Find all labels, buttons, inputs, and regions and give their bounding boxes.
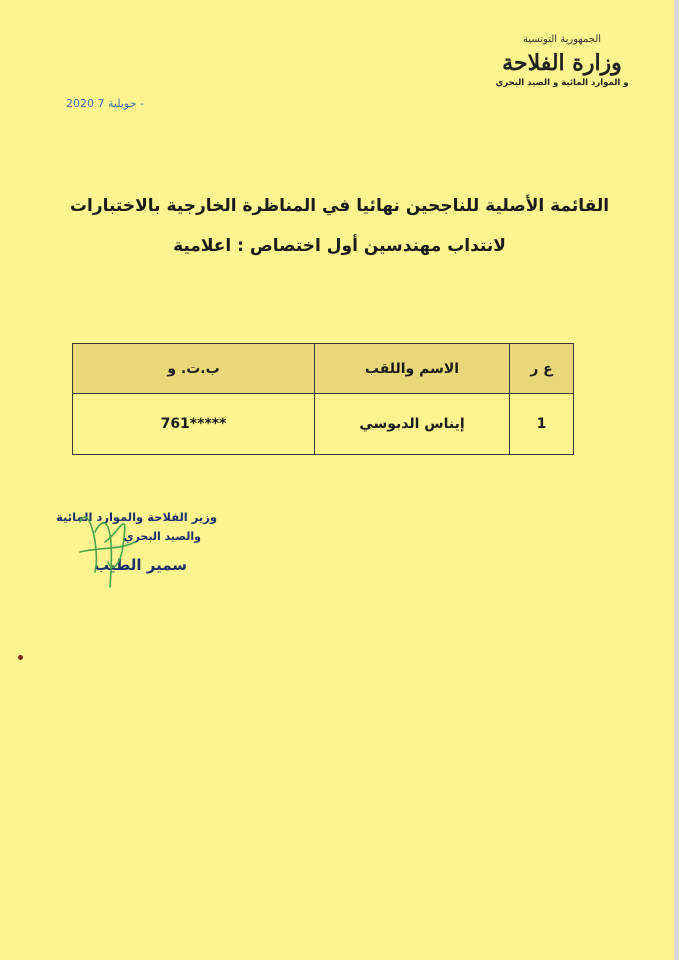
header-id: ب.ت. و (73, 344, 315, 394)
document-title-line-2: لانتداب مهندسين أول اختصاص : اعلامية (173, 236, 506, 256)
ministry-name: وزارة الفلاحة (502, 50, 622, 76)
id-value: 761***** (160, 416, 227, 432)
page-edge (674, 0, 679, 960)
table-row (73, 394, 574, 455)
signatory-title: وزير الفلاحة والموارد المائية (56, 510, 217, 524)
header-name: الاسم واللقب (315, 344, 510, 394)
signatory-name: سمير الطيب (94, 556, 187, 574)
cell-name: إيناس الدبوسي (315, 394, 510, 455)
ink-spot (18, 655, 23, 660)
ministry-header (487, 34, 637, 88)
handwritten-signature (60, 492, 170, 602)
table-header-row (73, 344, 574, 394)
cell-id (73, 394, 315, 455)
republic-name: الجمهورية التونسية (522, 34, 602, 45)
cell-number: 1 (510, 394, 574, 455)
date-stamp: 2020 جويلية 7 - (66, 97, 144, 110)
document-title-line-1: القائمة الأصلية للناجحين نهائيا في المناظرة الخارجية بالاختبارات (69, 196, 610, 216)
results-table (72, 343, 574, 455)
ministry-subtitle: و الموارد المائية و الصيد البحري (495, 78, 629, 88)
signatory-subtitle: والصيد البحري (123, 530, 201, 543)
header-number: ع ر (510, 344, 574, 394)
